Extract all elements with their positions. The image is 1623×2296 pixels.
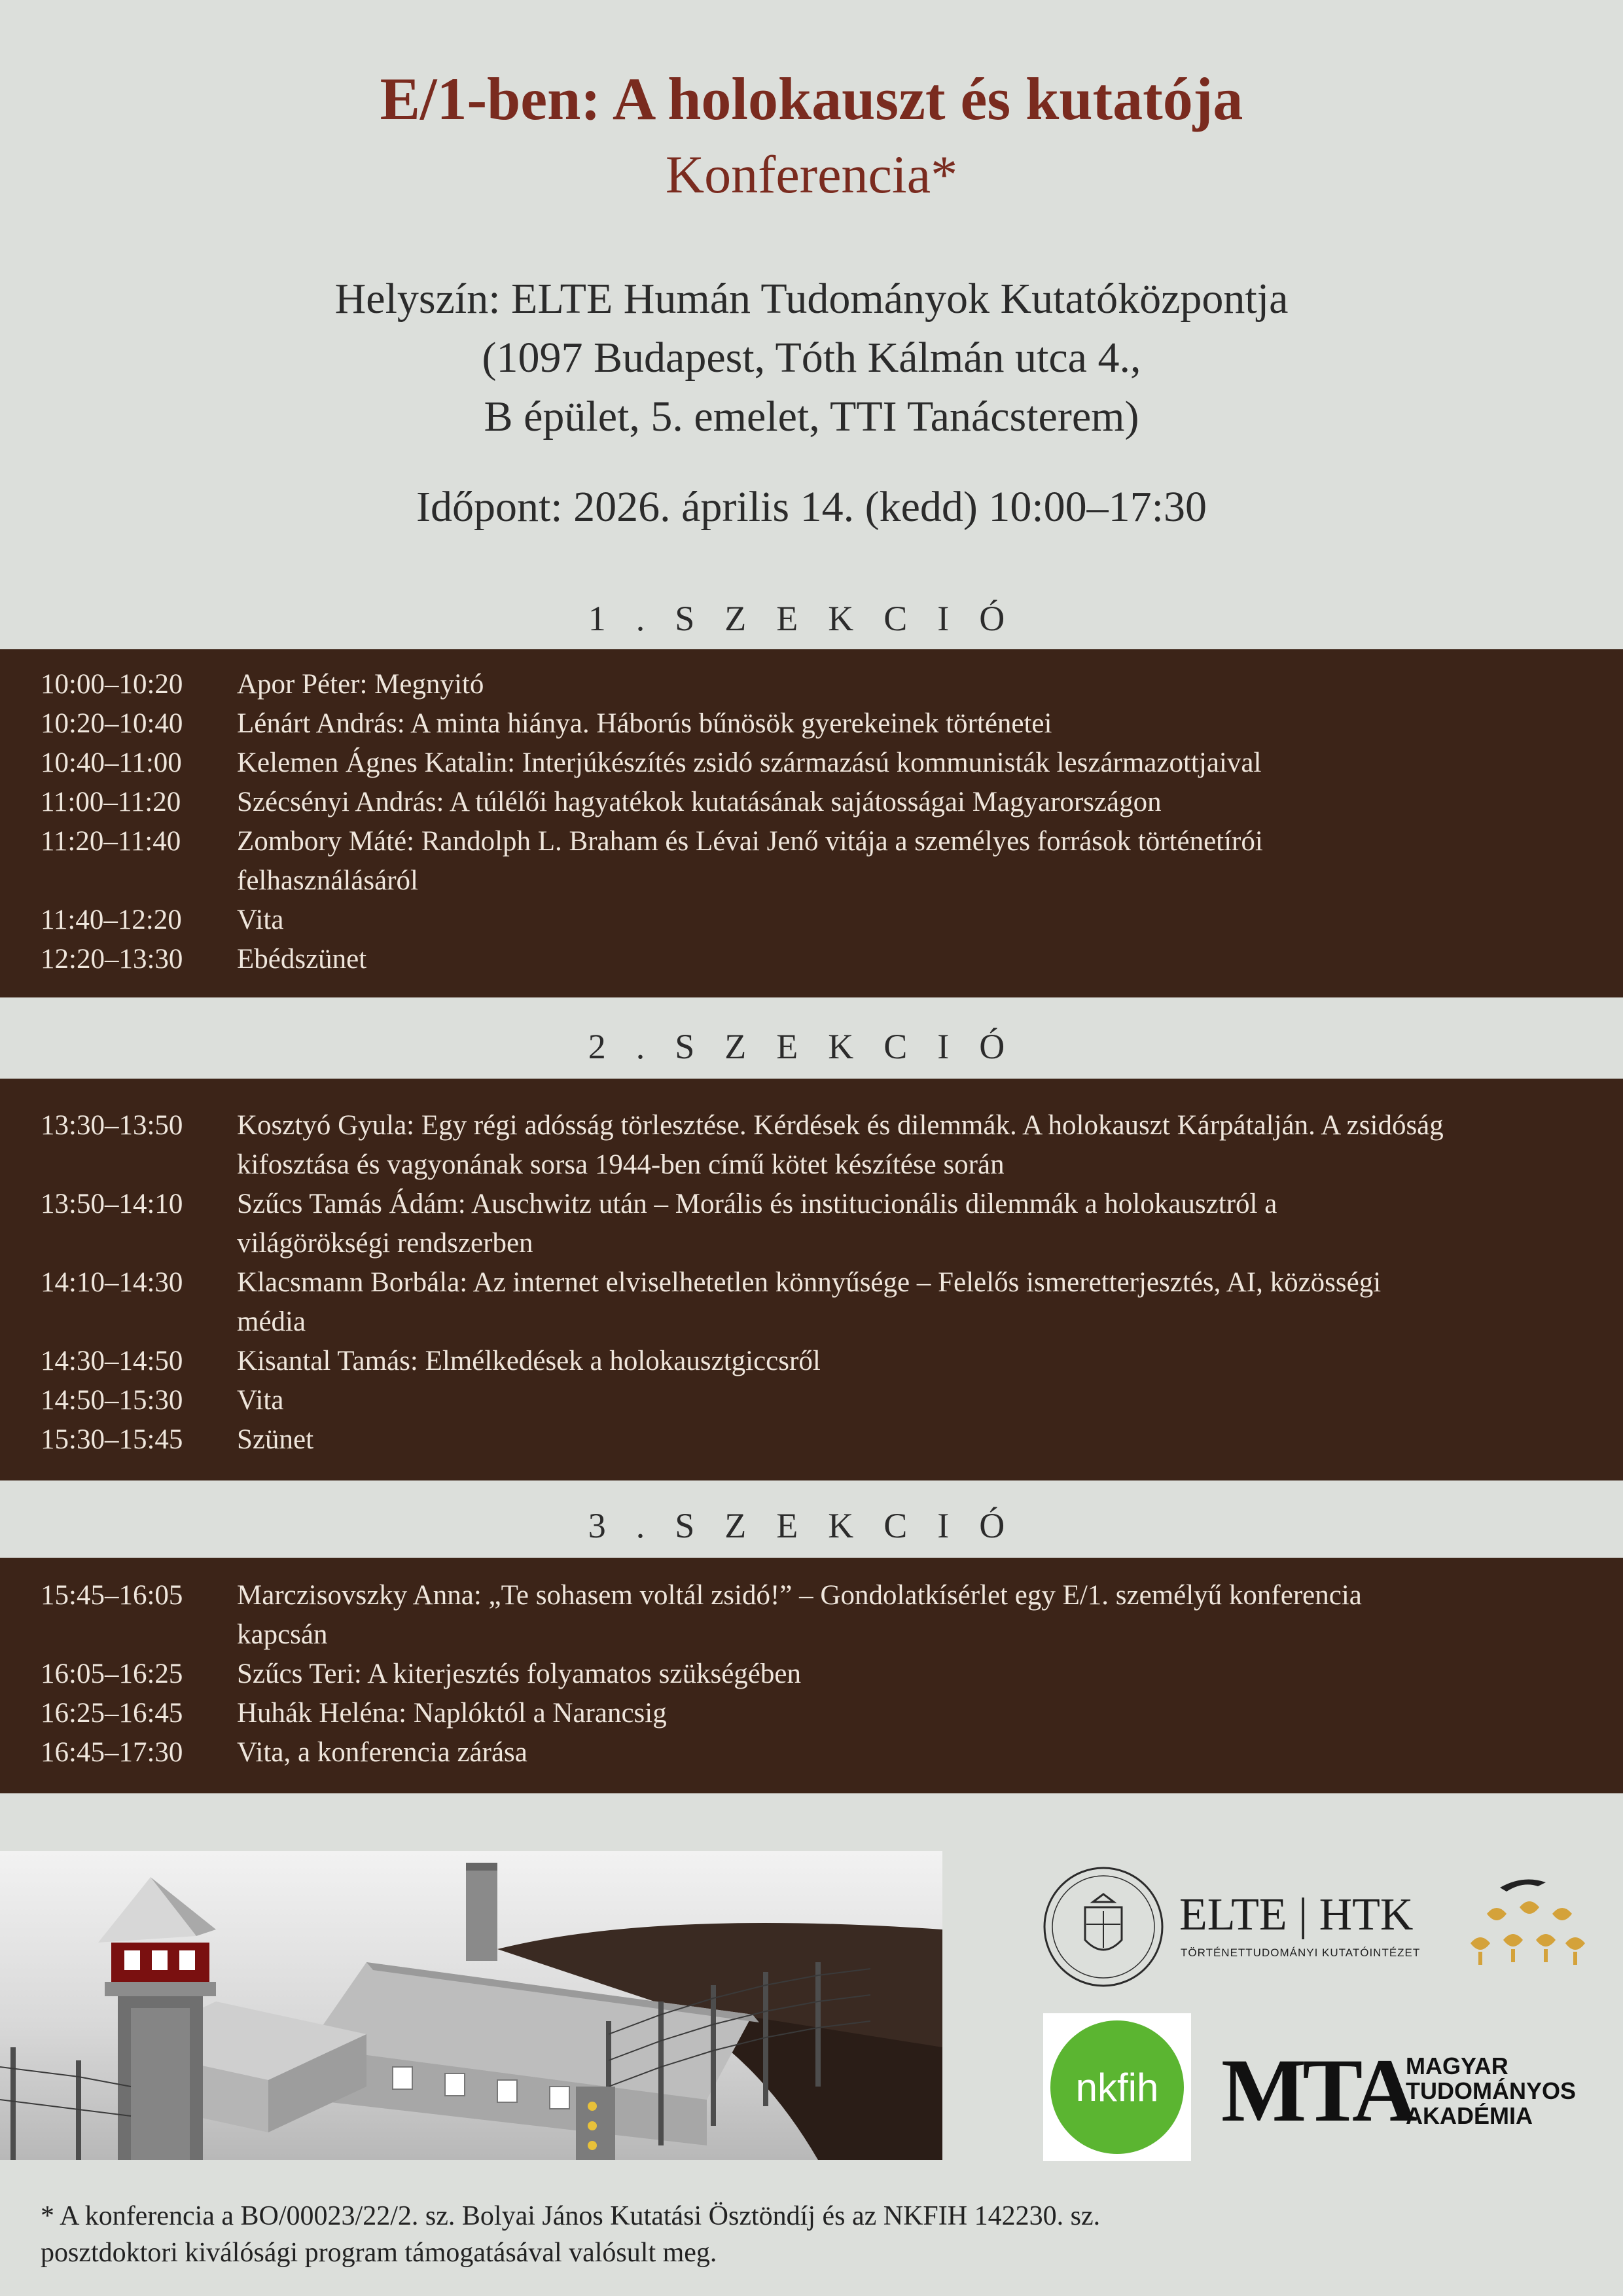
venue-block bbox=[0, 270, 1623, 446]
item-text: Klacsmann Borbála: Az internet elviselhetetlen könnyűsége – Felelős ismeretterjesztés, AI, közösségi média bbox=[237, 1267, 1382, 1337]
list-item bbox=[41, 1694, 1480, 1733]
elte-htk-wordmark: ELTE | HTK bbox=[1179, 1890, 1414, 1940]
list-item bbox=[41, 1576, 1480, 1655]
item-time: 14:30–14:50 bbox=[41, 1346, 183, 1376]
mta-line-2: TUDOMÁNYOS bbox=[1406, 2077, 1576, 2104]
camp-model-illustration bbox=[0, 1851, 942, 2160]
elte-seal-icon bbox=[1038, 1861, 1169, 1992]
footnote-line-2: posztdoktori kiválósági program támogatásával valósult meg. bbox=[41, 2238, 717, 2268]
item-text: Vita bbox=[237, 1385, 284, 1416]
section-3-list bbox=[41, 1576, 1480, 1772]
item-text: Huhák Heléna: Naplóktól a Narancsig bbox=[237, 1698, 667, 1729]
lego-camp-photo bbox=[0, 1851, 942, 2160]
section-2-heading: 2.SZEKCIÓ bbox=[588, 1027, 1035, 1066]
section-3-heading: 3.SZEKCIÓ bbox=[588, 1506, 1035, 1545]
section-2-list bbox=[41, 1106, 1493, 1460]
nkfih-circle-icon bbox=[1043, 2013, 1191, 2161]
item-text: Vita bbox=[237, 905, 284, 935]
list-item bbox=[41, 1263, 1493, 1342]
item-text: Marczisovszky Anna: „Te sohasem voltál zsidó!” – Gondolatkísérlet egy E/1. személyű konferencia kapcsán bbox=[237, 1580, 1362, 1650]
footnote-line-1: * A konferencia a BO/00023/22/2. sz. Bolyai János Kutatási Ösztöndíj és az NKFIH 142230. sz. bbox=[41, 2201, 1101, 2231]
section-1-list bbox=[41, 665, 1480, 979]
item-time: 11:00–11:20 bbox=[41, 787, 181, 817]
list-item bbox=[41, 901, 1480, 940]
section-2-band bbox=[0, 1079, 1623, 1480]
section-3-band bbox=[0, 1558, 1623, 1793]
item-time: 10:00–10:20 bbox=[41, 669, 183, 700]
list-item bbox=[41, 704, 1480, 744]
list-item bbox=[41, 1733, 1480, 1772]
mta-line-3: AKADÉMIA bbox=[1406, 2102, 1533, 2129]
item-time: 14:50–15:30 bbox=[41, 1385, 183, 1416]
item-text: Zombory Máté: Randolph L. Braham és Lévai Jenő vitája a személyes források történetírói felhasználásáról bbox=[237, 826, 1263, 896]
list-item bbox=[41, 940, 1480, 979]
item-time: 14:10–14:30 bbox=[41, 1267, 183, 1298]
date-line: Időpont: 2026. április 14. (kedd) 10:00–17:30 bbox=[416, 483, 1207, 531]
item-time: 11:20–11:40 bbox=[41, 826, 181, 857]
list-item bbox=[41, 1185, 1493, 1263]
list-item bbox=[41, 822, 1480, 901]
page-title: E/1-ben: A holokauszt és kutatója bbox=[380, 65, 1243, 132]
item-time: 15:30–15:45 bbox=[41, 1424, 183, 1455]
item-text: Szűcs Tamás Ádám: Auschwitz után – Morális és institucionális dilemmák a holokausztról a világörökségi rendszerben bbox=[237, 1189, 1277, 1259]
elte-htk-logo bbox=[1038, 1861, 1588, 1992]
item-text: Szünet bbox=[237, 1424, 314, 1455]
venue-line-2: (1097 Budapest, Tóth Kálmán utca 4., bbox=[482, 334, 1141, 382]
htk-lamps-icon bbox=[1461, 1874, 1585, 1973]
elte-htk-subtitle: TÖRTÉNETTUDOMÁNYI KUTATÓINTÉZET bbox=[1181, 1946, 1421, 1959]
item-text: Kisantal Tamás: Elmélkedések a holokausztgiccsről bbox=[237, 1346, 821, 1376]
list-item bbox=[41, 1106, 1493, 1185]
venue-line-1: Helyszín: ELTE Humán Tudományok Kutatóközpontja bbox=[334, 275, 1289, 323]
page-subtitle: Konferencia* bbox=[665, 145, 958, 204]
item-time: 15:45–16:05 bbox=[41, 1580, 183, 1611]
list-item bbox=[41, 744, 1480, 783]
venue-line-3: B épület, 5. emelet, TTI Tanácsterem) bbox=[484, 393, 1139, 440]
item-time: 12:20–13:30 bbox=[41, 944, 183, 975]
list-item bbox=[41, 783, 1480, 822]
nkfih-logo bbox=[1043, 2013, 1191, 2161]
section-1-heading: 1.SZEKCIÓ bbox=[588, 599, 1035, 638]
item-time: 11:40–12:20 bbox=[41, 905, 182, 935]
item-text: Kelemen Ágnes Katalin: Interjúkészítés zsidó származású kommunisták leszármazottjaival bbox=[237, 747, 1262, 778]
item-time: 13:30–13:50 bbox=[41, 1110, 183, 1141]
item-text: Lénárt András: A minta hiánya. Háborús bűnösök gyerekeinek történetei bbox=[237, 708, 1052, 739]
item-text: Ebédszünet bbox=[237, 944, 367, 975]
item-time: 16:25–16:45 bbox=[41, 1698, 183, 1729]
list-item bbox=[41, 665, 1480, 704]
item-time: 10:40–11:00 bbox=[41, 747, 182, 778]
mta-fullname bbox=[1406, 2054, 1576, 2128]
item-text: Szécsényi András: A túlélői hagyatékok kutatásának sajátosságai Magyarországon bbox=[237, 787, 1162, 817]
item-text: Apor Péter: Megnyitó bbox=[237, 669, 484, 700]
mta-abbreviation: MTA bbox=[1221, 2040, 1414, 2140]
mta-line-1: MAGYAR bbox=[1406, 2053, 1508, 2079]
item-text: Vita, a konferencia zárása bbox=[237, 1737, 527, 1768]
list-item bbox=[41, 1381, 1493, 1420]
item-time: 16:05–16:25 bbox=[41, 1659, 183, 1689]
section-1-band bbox=[0, 649, 1623, 997]
item-text: Kosztyó Gyula: Egy régi adósság törlesztése. Kérdések és dilemmák. A holokauszt Kárpátalján. A zsidóság kifosztása és vagyonának sorsa 1944-ben című kötet készítése során bbox=[237, 1110, 1444, 1180]
item-text: Szűcs Teri: A kiterjesztés folyamatos szükségében bbox=[237, 1659, 801, 1689]
mta-logo bbox=[1221, 2040, 1588, 2140]
list-item bbox=[41, 1420, 1493, 1460]
list-item bbox=[41, 1655, 1480, 1694]
item-time: 13:50–14:10 bbox=[41, 1189, 183, 1219]
item-time: 16:45–17:30 bbox=[41, 1737, 183, 1768]
item-time: 10:20–10:40 bbox=[41, 708, 183, 739]
footnote bbox=[41, 2198, 1546, 2271]
nkfih-logo-text: nkfih bbox=[1075, 2066, 1159, 2109]
list-item bbox=[41, 1342, 1493, 1381]
